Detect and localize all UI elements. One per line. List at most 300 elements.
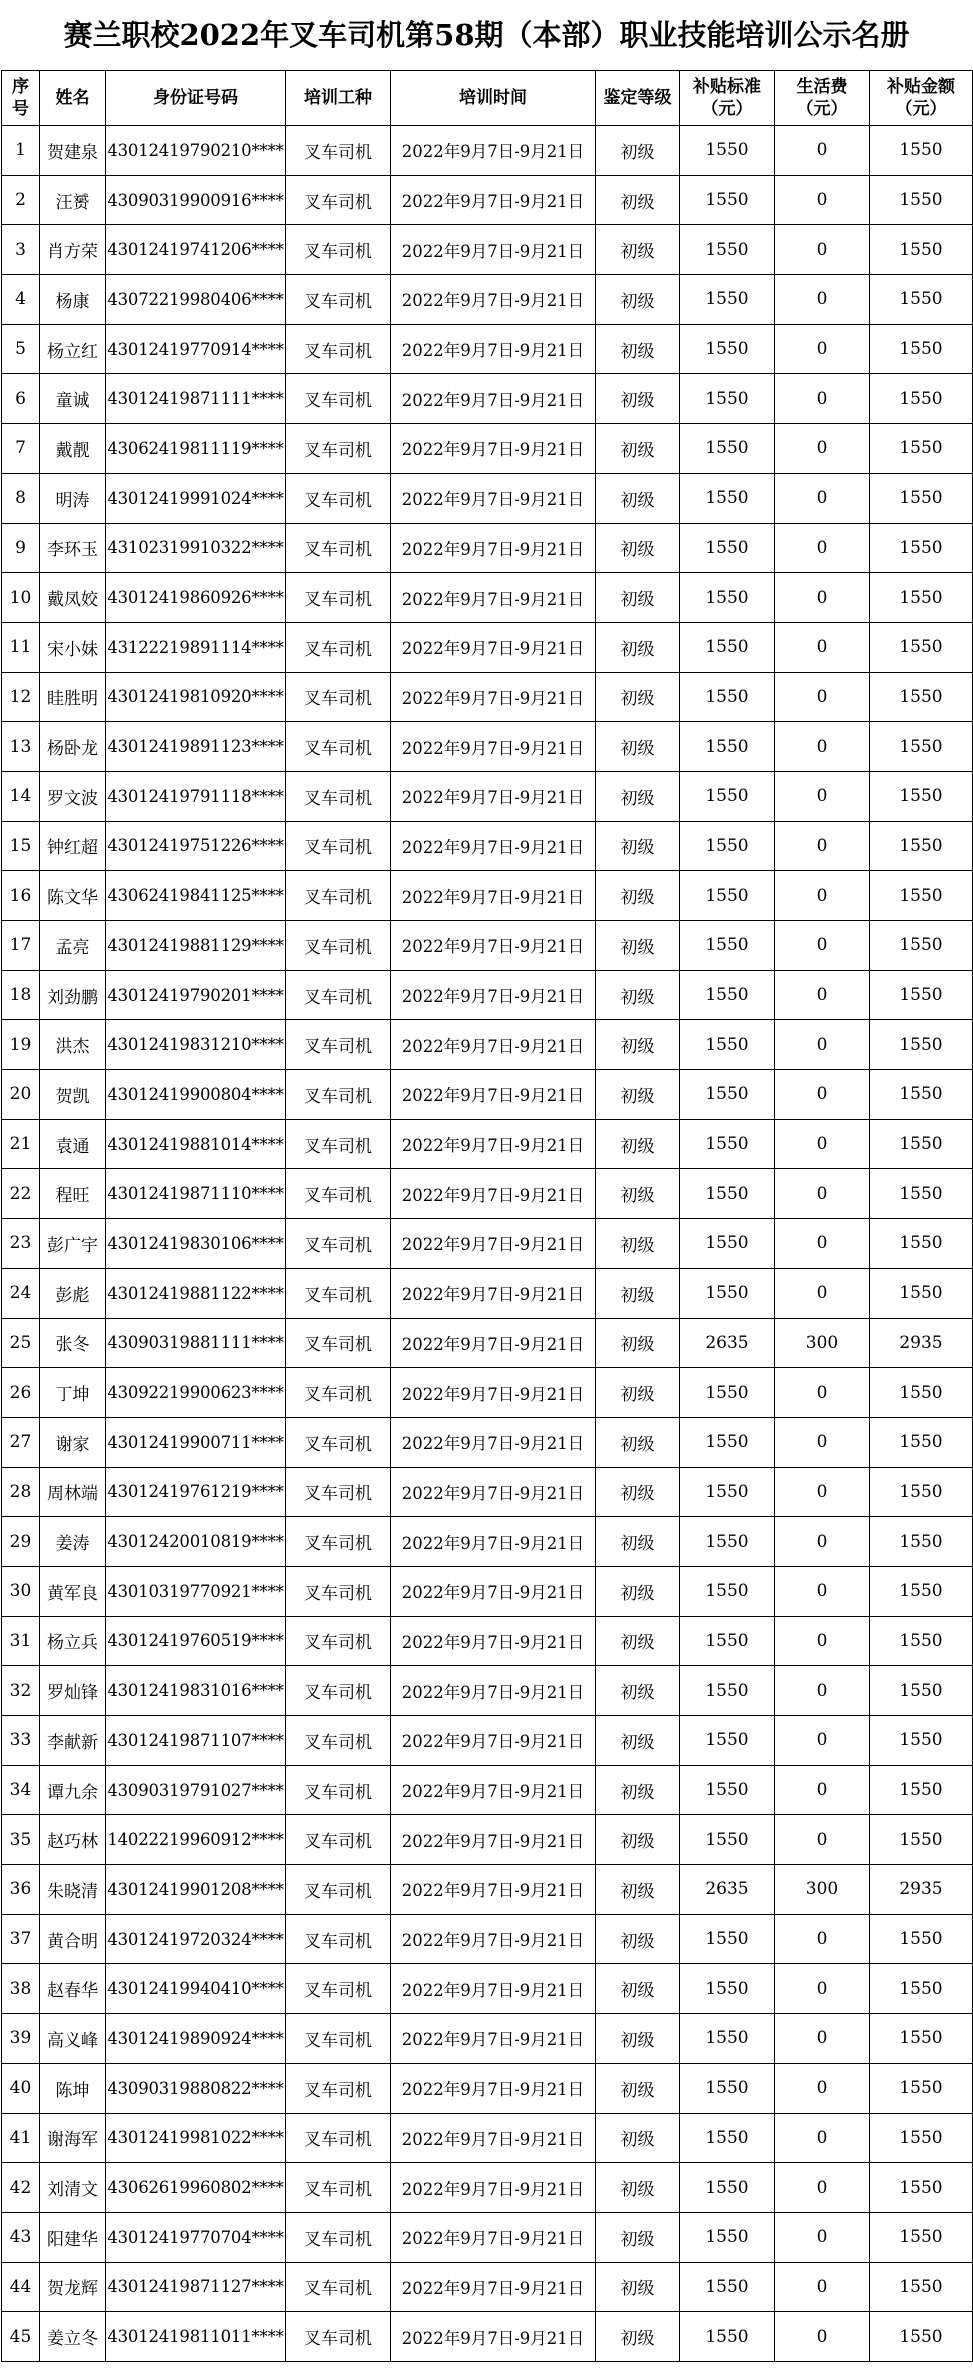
cell-level: 初级 [596, 1964, 680, 2014]
cell-standard: 1550 [680, 871, 775, 921]
cell-name: 黄军良 [40, 1566, 106, 1616]
cell-seq: 38 [2, 1964, 40, 2014]
cell-standard: 1550 [680, 1517, 775, 1567]
cell-amount: 2935 [870, 1865, 973, 1915]
cell-amount: 1550 [870, 225, 973, 275]
cell-id: 43012419791118**** [106, 771, 286, 821]
cell-living: 0 [775, 374, 870, 424]
cell-standard: 1550 [680, 921, 775, 971]
cell-seq: 21 [2, 1119, 40, 1169]
cell-seq: 34 [2, 1765, 40, 1815]
cell-time: 2022年9月7日-9月21日 [391, 2113, 596, 2163]
cell-seq: 28 [2, 1467, 40, 1517]
cell-name: 李献新 [40, 1716, 106, 1766]
cell-standard: 1550 [680, 672, 775, 722]
cell-amount: 1550 [870, 2163, 973, 2213]
cell-trade: 叉车司机 [286, 1417, 391, 1467]
cell-time: 2022年9月7日-9月21日 [391, 672, 596, 722]
cell-amount: 1550 [870, 821, 973, 871]
cell-seq: 1 [2, 126, 40, 176]
cell-living: 0 [775, 1169, 870, 1219]
cell-amount: 1550 [870, 871, 973, 921]
cell-id: 43092219900623**** [106, 1368, 286, 1418]
cell-amount: 1550 [870, 1417, 973, 1467]
cell-living: 0 [775, 1964, 870, 2014]
cell-standard: 1550 [680, 1268, 775, 1318]
cell-trade: 叉车司机 [286, 1566, 391, 1616]
cell-time: 2022年9月7日-9月21日 [391, 2312, 596, 2362]
table-row [2, 672, 973, 722]
cell-amount: 1550 [870, 1666, 973, 1716]
cell-level: 初级 [596, 672, 680, 722]
cell-trade: 叉车司机 [286, 1318, 391, 1368]
cell-living: 0 [775, 1566, 870, 1616]
cell-name: 钟红超 [40, 821, 106, 871]
cell-level: 初级 [596, 1020, 680, 1070]
cell-amount: 1550 [870, 2014, 973, 2064]
cell-living: 0 [775, 2113, 870, 2163]
cell-id: 43012419981022**** [106, 2113, 286, 2163]
cell-amount: 1550 [870, 1616, 973, 1666]
cell-trade: 叉车司机 [286, 871, 391, 921]
table-row [2, 374, 973, 424]
cell-standard: 1550 [680, 622, 775, 672]
cell-level: 初级 [596, 424, 680, 474]
cell-time: 2022年9月7日-9月21日 [391, 225, 596, 275]
cell-level: 初级 [596, 1318, 680, 1368]
cell-amount: 1550 [870, 1020, 973, 1070]
cell-trade: 叉车司机 [286, 1964, 391, 2014]
cell-living: 300 [775, 1865, 870, 1915]
cell-id: 43122219891114**** [106, 622, 286, 672]
cell-standard: 1550 [680, 1020, 775, 1070]
cell-living: 0 [775, 871, 870, 921]
table-row [2, 473, 973, 523]
cell-level: 初级 [596, 1417, 680, 1467]
cell-amount: 1550 [870, 1070, 973, 1120]
cell-seq: 22 [2, 1169, 40, 1219]
table-row [2, 1914, 973, 1964]
cell-id: 43012419770914**** [106, 324, 286, 374]
cell-living: 0 [775, 1219, 870, 1269]
cell-id: 43090319900916**** [106, 175, 286, 225]
table-row [2, 1020, 973, 1070]
table-header [2, 71, 973, 126]
cell-trade: 叉车司机 [286, 473, 391, 523]
cell-amount: 1550 [870, 1815, 973, 1865]
cell-seq: 20 [2, 1070, 40, 1120]
cell-living: 0 [775, 1467, 870, 1517]
cell-time: 2022年9月7日-9月21日 [391, 126, 596, 176]
header-time: 培训时间 [391, 71, 596, 126]
cell-amount: 1550 [870, 1964, 973, 2014]
cell-living: 0 [775, 126, 870, 176]
cell-seq: 8 [2, 473, 40, 523]
cell-name: 李环玉 [40, 523, 106, 573]
cell-amount: 1550 [870, 1566, 973, 1616]
cell-seq: 35 [2, 1815, 40, 1865]
cell-standard: 1550 [680, 1169, 775, 1219]
table-body [2, 126, 973, 2362]
cell-id: 43012419881129**** [106, 921, 286, 971]
cell-time: 2022年9月7日-9月21日 [391, 2014, 596, 2064]
cell-name: 杨立红 [40, 324, 106, 374]
cell-seq: 40 [2, 2063, 40, 2113]
cell-level: 初级 [596, 1914, 680, 1964]
cell-seq: 23 [2, 1219, 40, 1269]
table-row [2, 1467, 973, 1517]
cell-standard: 1550 [680, 1119, 775, 1169]
cell-time: 2022年9月7日-9月21日 [391, 1169, 596, 1219]
table-row [2, 2312, 973, 2362]
cell-name: 贺龙辉 [40, 2262, 106, 2312]
cell-seq: 10 [2, 573, 40, 623]
cell-standard: 1550 [680, 573, 775, 623]
header-amount-line1: 补贴金额 [887, 77, 955, 97]
cell-level: 初级 [596, 1070, 680, 1120]
table-row [2, 2063, 973, 2113]
cell-seq: 19 [2, 1020, 40, 1070]
cell-trade: 叉车司机 [286, 2212, 391, 2262]
cell-level: 初级 [596, 2113, 680, 2163]
cell-trade: 叉车司机 [286, 771, 391, 821]
table-row [2, 722, 973, 772]
cell-amount: 2935 [870, 1318, 973, 1368]
cell-standard: 1550 [680, 424, 775, 474]
cell-level: 初级 [596, 2212, 680, 2262]
cell-amount: 1550 [870, 1467, 973, 1517]
cell-seq: 17 [2, 921, 40, 971]
cell-seq: 41 [2, 2113, 40, 2163]
cell-standard: 1550 [680, 771, 775, 821]
cell-amount: 1550 [870, 2312, 973, 2362]
header-seq [2, 71, 40, 126]
cell-living: 0 [775, 771, 870, 821]
cell-level: 初级 [596, 1765, 680, 1815]
table-row [2, 225, 973, 275]
table-row [2, 2262, 973, 2312]
cell-name: 汪赟 [40, 175, 106, 225]
cell-living: 0 [775, 1616, 870, 1666]
cell-seq: 5 [2, 324, 40, 374]
cell-time: 2022年9月7日-9月21日 [391, 175, 596, 225]
cell-trade: 叉车司机 [286, 722, 391, 772]
cell-living: 0 [775, 1666, 870, 1716]
cell-living: 0 [775, 1119, 870, 1169]
cell-id: 43012419811011**** [106, 2312, 286, 2362]
cell-trade: 叉车司机 [286, 921, 391, 971]
cell-living: 0 [775, 722, 870, 772]
table-row [2, 1169, 973, 1219]
cell-name: 戴凤姣 [40, 573, 106, 623]
cell-seq: 27 [2, 1417, 40, 1467]
header-trade: 培训工种 [286, 71, 391, 126]
cell-amount: 1550 [870, 275, 973, 325]
cell-standard: 2635 [680, 1865, 775, 1915]
cell-living: 0 [775, 523, 870, 573]
table-row [2, 1815, 973, 1865]
cell-id: 43012420010819**** [106, 1517, 286, 1567]
cell-time: 2022年9月7日-9月21日 [391, 1119, 596, 1169]
cell-name: 洪杰 [40, 1020, 106, 1070]
cell-id: 43012419871107**** [106, 1716, 286, 1766]
cell-living: 0 [775, 622, 870, 672]
cell-seq: 14 [2, 771, 40, 821]
cell-living: 0 [775, 2212, 870, 2262]
cell-trade: 叉车司机 [286, 1517, 391, 1567]
cell-id: 43062419841125**** [106, 871, 286, 921]
cell-standard: 1550 [680, 275, 775, 325]
table-row [2, 1765, 973, 1815]
cell-time: 2022年9月7日-9月21日 [391, 1517, 596, 1567]
cell-amount: 1550 [870, 2063, 973, 2113]
cell-name: 杨卧龙 [40, 722, 106, 772]
cell-name: 肖方荣 [40, 225, 106, 275]
cell-time: 2022年9月7日-9月21日 [391, 821, 596, 871]
cell-id: 43090319880822**** [106, 2063, 286, 2113]
cell-time: 2022年9月7日-9月21日 [391, 722, 596, 772]
cell-name: 宋小妹 [40, 622, 106, 672]
cell-id: 43072219980406**** [106, 275, 286, 325]
cell-standard: 1550 [680, 2163, 775, 2213]
cell-name: 谢家 [40, 1417, 106, 1467]
table-row [2, 622, 973, 672]
cell-time: 2022年9月7日-9月21日 [391, 1666, 596, 1716]
cell-trade: 叉车司机 [286, 672, 391, 722]
cell-living: 0 [775, 1268, 870, 1318]
cell-id: 14022219960912**** [106, 1815, 286, 1865]
cell-id: 43012419901208**** [106, 1865, 286, 1915]
cell-living: 0 [775, 225, 870, 275]
cell-seq: 11 [2, 622, 40, 672]
cell-trade: 叉车司机 [286, 175, 391, 225]
cell-seq: 30 [2, 1566, 40, 1616]
table-row [2, 1268, 973, 1318]
cell-id: 43012419770704**** [106, 2212, 286, 2262]
cell-trade: 叉车司机 [286, 622, 391, 672]
cell-living: 0 [775, 2312, 870, 2362]
cell-name: 谭九余 [40, 1765, 106, 1815]
cell-trade: 叉车司机 [286, 2014, 391, 2064]
header-level: 鉴定等级 [596, 71, 680, 126]
cell-trade: 叉车司机 [286, 1169, 391, 1219]
table-row [2, 1616, 973, 1666]
table-row [2, 1666, 973, 1716]
table-row [2, 424, 973, 474]
cell-amount: 1550 [870, 1716, 973, 1766]
cell-name: 刘清文 [40, 2163, 106, 2213]
cell-standard: 1550 [680, 2113, 775, 2163]
header-name: 姓名 [40, 71, 106, 126]
cell-amount: 1550 [870, 771, 973, 821]
cell-trade: 叉车司机 [286, 1716, 391, 1766]
cell-amount: 1550 [870, 175, 973, 225]
cell-level: 初级 [596, 921, 680, 971]
cell-seq: 15 [2, 821, 40, 871]
cell-trade: 叉车司机 [286, 573, 391, 623]
cell-id: 43012419810920**** [106, 672, 286, 722]
table-row [2, 1119, 973, 1169]
cell-seq: 18 [2, 970, 40, 1020]
table-row [2, 523, 973, 573]
page-title: 赛兰职校2022年叉车司机第58期（本部）职业技能培训公示名册 [63, 18, 910, 52]
cell-trade: 叉车司机 [286, 275, 391, 325]
cell-level: 初级 [596, 1815, 680, 1865]
cell-id: 43012419900711**** [106, 1417, 286, 1467]
cell-living: 0 [775, 2163, 870, 2213]
cell-id: 43012419871127**** [106, 2262, 286, 2312]
cell-name: 朱晓清 [40, 1865, 106, 1915]
cell-time: 2022年9月7日-9月21日 [391, 1368, 596, 1418]
cell-level: 初级 [596, 1368, 680, 1418]
cell-id: 43012419790201**** [106, 970, 286, 1020]
cell-seq: 24 [2, 1268, 40, 1318]
cell-trade: 叉车司机 [286, 1865, 391, 1915]
cell-seq: 4 [2, 275, 40, 325]
cell-level: 初级 [596, 275, 680, 325]
cell-trade: 叉车司机 [286, 1268, 391, 1318]
cell-seq: 26 [2, 1368, 40, 1418]
cell-standard: 1550 [680, 1716, 775, 1766]
cell-name: 彭彪 [40, 1268, 106, 1318]
cell-amount: 1550 [870, 722, 973, 772]
table-row [2, 1566, 973, 1616]
cell-level: 初级 [596, 771, 680, 821]
table-row [2, 921, 973, 971]
cell-name: 丁坤 [40, 1368, 106, 1418]
cell-living: 0 [775, 821, 870, 871]
cell-amount: 1550 [870, 1765, 973, 1815]
cell-id: 43090319881111**** [106, 1318, 286, 1368]
cell-id: 43102319910322**** [106, 523, 286, 573]
table-row [2, 324, 973, 374]
cell-seq: 3 [2, 225, 40, 275]
cell-trade: 叉车司机 [286, 1368, 391, 1418]
cell-name: 戴靓 [40, 424, 106, 474]
table-row [2, 1964, 973, 2014]
table-row [2, 2014, 973, 2064]
cell-amount: 1550 [870, 921, 973, 971]
cell-name: 贺建泉 [40, 126, 106, 176]
header-amount-line2: （元） [895, 99, 947, 119]
cell-level: 初级 [596, 1219, 680, 1269]
cell-time: 2022年9月7日-9月21日 [391, 1268, 596, 1318]
cell-name: 眭胜明 [40, 672, 106, 722]
cell-id: 43012419760519**** [106, 1616, 286, 1666]
cell-seq: 32 [2, 1666, 40, 1716]
cell-name: 刘劲鹏 [40, 970, 106, 1020]
cell-level: 初级 [596, 573, 680, 623]
cell-name: 彭广宇 [40, 1219, 106, 1269]
cell-standard: 1550 [680, 1368, 775, 1418]
cell-level: 初级 [596, 324, 680, 374]
cell-trade: 叉车司机 [286, 1765, 391, 1815]
cell-id: 43012419991024**** [106, 473, 286, 523]
cell-level: 初级 [596, 722, 680, 772]
table-row [2, 970, 973, 1020]
cell-name: 谢海军 [40, 2113, 106, 2163]
cell-name: 程旺 [40, 1169, 106, 1219]
header-standard [680, 71, 775, 126]
cell-trade: 叉车司机 [286, 225, 391, 275]
table-row [2, 871, 973, 921]
cell-level: 初级 [596, 871, 680, 921]
cell-time: 2022年9月7日-9月21日 [391, 921, 596, 971]
cell-time: 2022年9月7日-9月21日 [391, 2212, 596, 2262]
cell-seq: 45 [2, 2312, 40, 2362]
cell-living: 0 [775, 1020, 870, 1070]
table-row [2, 1368, 973, 1418]
cell-time: 2022年9月7日-9月21日 [391, 1914, 596, 1964]
cell-level: 初级 [596, 225, 680, 275]
cell-id: 43012419830106**** [106, 1219, 286, 1269]
cell-living: 0 [775, 424, 870, 474]
cell-living: 0 [775, 1815, 870, 1865]
cell-level: 初级 [596, 1616, 680, 1666]
table-row [2, 821, 973, 871]
cell-level: 初级 [596, 374, 680, 424]
cell-time: 2022年9月7日-9月21日 [391, 1616, 596, 1666]
cell-seq: 39 [2, 2014, 40, 2064]
cell-seq: 13 [2, 722, 40, 772]
cell-living: 0 [775, 1368, 870, 1418]
cell-name: 高义峰 [40, 2014, 106, 2064]
cell-id: 43012419900804**** [106, 1070, 286, 1120]
cell-standard: 1550 [680, 1417, 775, 1467]
cell-level: 初级 [596, 622, 680, 672]
table-row [2, 2113, 973, 2163]
table-row [2, 1318, 973, 1368]
cell-time: 2022年9月7日-9月21日 [391, 2063, 596, 2113]
cell-trade: 叉车司机 [286, 1070, 391, 1120]
cell-trade: 叉车司机 [286, 2262, 391, 2312]
cell-time: 2022年9月7日-9月21日 [391, 1964, 596, 2014]
cell-seq: 6 [2, 374, 40, 424]
cell-time: 2022年9月7日-9月21日 [391, 374, 596, 424]
cell-level: 初级 [596, 1666, 680, 1716]
cell-living: 0 [775, 2063, 870, 2113]
cell-amount: 1550 [870, 324, 973, 374]
cell-trade: 叉车司机 [286, 1020, 391, 1070]
header-standard-line2: （元） [701, 99, 753, 119]
cell-level: 初级 [596, 1268, 680, 1318]
cell-time: 2022年9月7日-9月21日 [391, 2262, 596, 2312]
cell-seq: 29 [2, 1517, 40, 1567]
cell-level: 初级 [596, 1467, 680, 1517]
cell-standard: 2635 [680, 1318, 775, 1368]
cell-living: 0 [775, 921, 870, 971]
cell-living: 0 [775, 970, 870, 1020]
cell-level: 初级 [596, 1566, 680, 1616]
cell-level: 初级 [596, 2014, 680, 2064]
cell-seq: 31 [2, 1616, 40, 1666]
cell-name: 赵巧林 [40, 1815, 106, 1865]
cell-standard: 1550 [680, 1964, 775, 2014]
cell-id: 43010319770921**** [106, 1566, 286, 1616]
cell-standard: 1550 [680, 722, 775, 772]
cell-name: 张冬 [40, 1318, 106, 1368]
cell-living: 0 [775, 1417, 870, 1467]
cell-time: 2022年9月7日-9月21日 [391, 1865, 596, 1915]
table-row [2, 2163, 973, 2213]
cell-living: 0 [775, 1517, 870, 1567]
cell-seq: 2 [2, 175, 40, 225]
cell-amount: 1550 [870, 672, 973, 722]
cell-id: 43012419881014**** [106, 1119, 286, 1169]
table-row [2, 771, 973, 821]
cell-trade: 叉车司机 [286, 126, 391, 176]
cell-id: 43012419741206**** [106, 225, 286, 275]
